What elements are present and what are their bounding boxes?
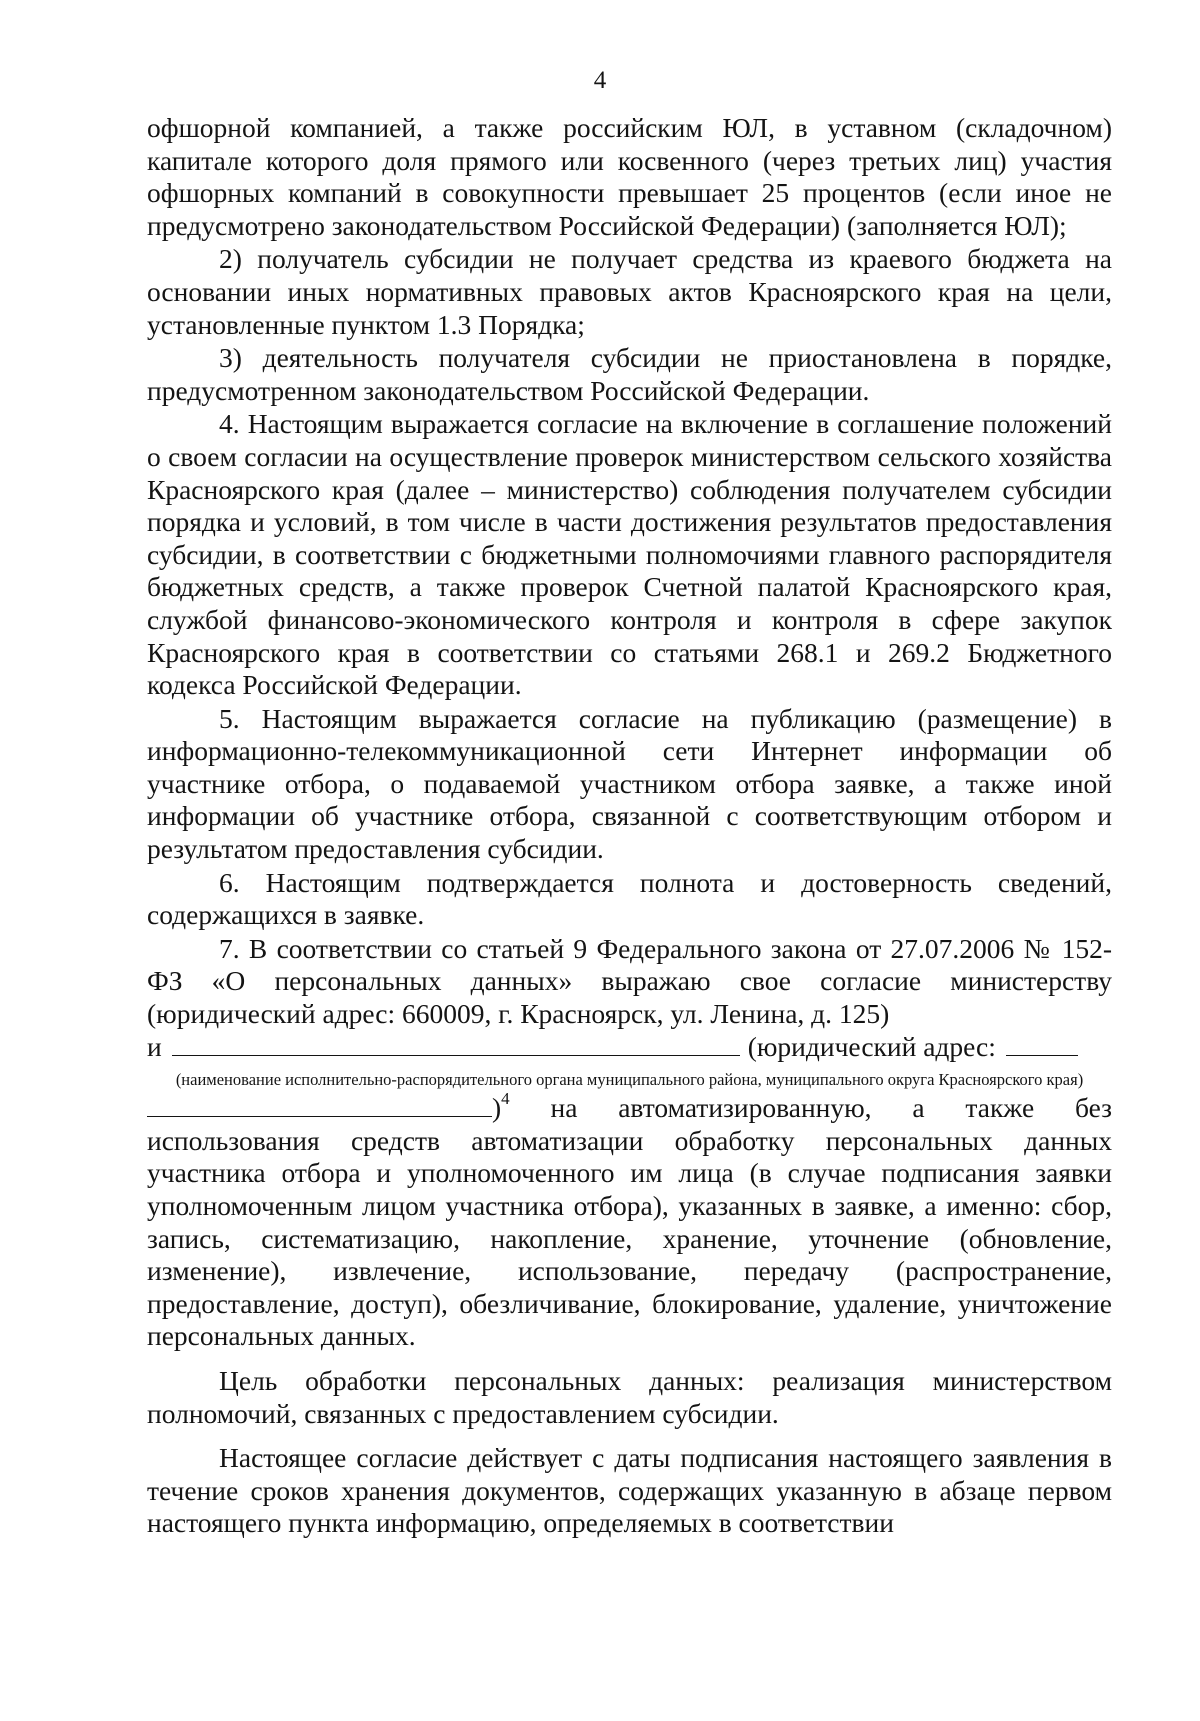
document-body bbox=[147, 112, 1112, 1540]
legal-address-blank bbox=[1006, 1033, 1078, 1056]
blank-prefix: и bbox=[147, 1030, 162, 1062]
item-7-intro-paragraph: 7. В соответствии со статьей 9 Федерального закона от 27.07.2006 № 152-ФЗ «О персональных данных» выражаю свое согласие министерству (юридический адрес: 660009, г. Красноярск, ул. Ленина, д. 125) bbox=[147, 932, 1112, 1030]
item-2-paragraph: 2) получатель субсидии не получает средства из краевого бюджета на основании иных нормативных правовых актов Красноярского края на цели, установленные пунктом 1.3 Порядка; bbox=[147, 243, 1112, 340]
item-7-continuation bbox=[147, 1089, 1112, 1353]
address-blank bbox=[147, 1094, 492, 1117]
purpose-paragraph: Цель обработки персональных данных: реализация министерством полномочий, связанных с предоставлением субсидии. bbox=[147, 1364, 1112, 1429]
authority-name-blank bbox=[172, 1033, 740, 1056]
item-5-paragraph: 5. Настоящим выражается согласие на публикацию (размещение) в информационно-телекоммуникационной сети Интернет информации об участнике отбора, о подаваемой участником отбора заявке, а также иной информации об участнике отбора, связанной с соответствующим отбором и результатом предоставления субсидии. bbox=[147, 702, 1112, 865]
page-number: 4 bbox=[593, 67, 607, 94]
blank-caption: (наименование исполнительно-распорядительного органа муниципального района, муниципального округа Красноярского края) bbox=[175, 1070, 1084, 1090]
item-6-paragraph: 6. Настоящим подтверждается полнота и достоверность сведений, содержащихся в заявке. bbox=[147, 866, 1112, 931]
paragraph-continuation: офшорной компанией, а также российским ЮЛ, в уставном (складочном) капитале которого доля прямого или косвенного (через третьих лиц) участия офшорных компаний в совокупности превышает 25 процентов (если иное не предусмотрено законодательством Российской Федерации) (заполняется ЮЛ); bbox=[147, 112, 1112, 241]
validity-paragraph: Настоящее согласие действует с даты подписания настоящего заявления в течение сроков хранения документов, содержащих указанную в абзаце первом настоящего пункта информацию, определяемых в соответствии bbox=[147, 1442, 1112, 1539]
blank-close: ) bbox=[492, 1092, 502, 1124]
item-4-paragraph: 4. Настоящим выражается согласие на включение в соглашение положений о своем согласии на осуществление проверок министерством сельского хозяйства Красноярского края (далее – министерство) соблюдения получателем субсидии порядка и условий, в том числе в части достижения результатов предоставления субсидии, в соответствии с бюджетными полномочиями главного распорядителя бюджетных средств, а также проверок Счетной палатой Красноярского края, службой финансово-экономического контроля и контроля в сфере закупок Красноярского края в соответствии со статьями 268.1 и 269.2 Бюджетного кодекса Российской Федерации. bbox=[147, 408, 1112, 701]
authority-blank-line bbox=[147, 1031, 1112, 1064]
item-7-cont-text: на автоматизированную, а также без использования средств автоматизации обработку персональных данных участника отбора и уполномоченного им лица (в случае подписания заявки уполномоченным лицом участника отбора), указанных в заявке, а именно: сбор, запись, систематизацию, накопление, хранение, уточнение (обновление, изменение), извлечение, использование, передачу (распространение, предоставление, доступ), обезличивание, блокирование, удаление, уничтожение персональных данных. bbox=[147, 1092, 1112, 1352]
footnote-marker: 4 bbox=[501, 1089, 510, 1109]
item-3-paragraph: 3) деятельность получателя субсидии не приостановлена в порядке, предусмотренном законодательством Российской Федерации. bbox=[147, 342, 1112, 406]
blank-suffix: (юридический адрес: bbox=[747, 1030, 996, 1062]
